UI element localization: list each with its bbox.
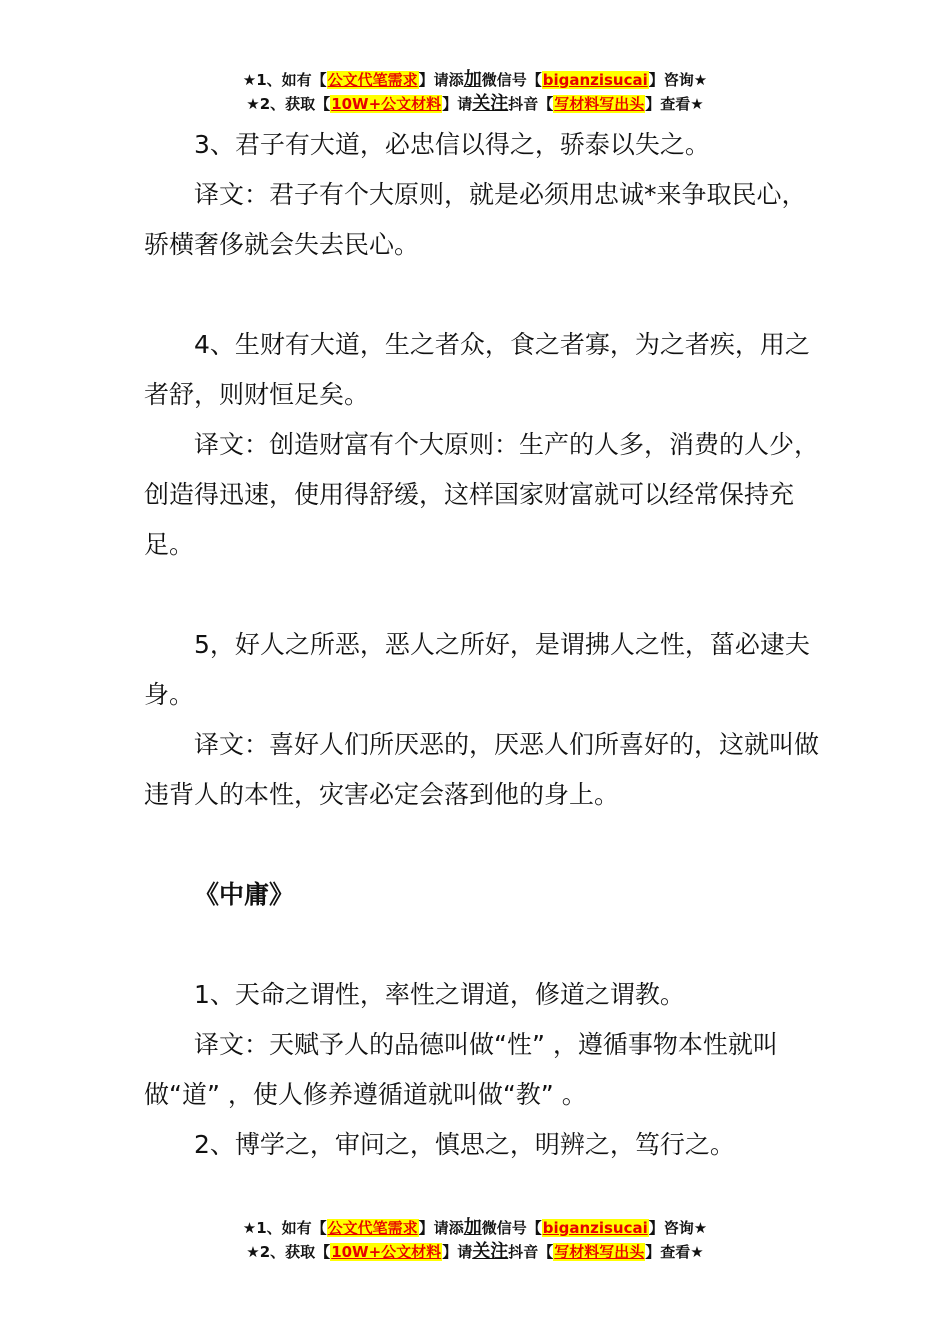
footer-banner	[0, 1216, 950, 1264]
banner-highlight-service: 公文代笔需求	[327, 1219, 418, 1237]
banner-highlight-wechat-id: biganzisucai	[542, 1219, 648, 1237]
banner-emphasis: 关注	[472, 1241, 509, 1262]
paragraph-gap	[144, 270, 824, 320]
banner-emphasis: 加	[463, 69, 482, 90]
banner-text: 抖音【	[508, 95, 554, 113]
document-body	[144, 120, 824, 1170]
banner-text: 微信号【	[481, 1219, 542, 1237]
paragraph-quote-4: 4、生财有大道，生之者众，食之者寡，为之者疾，用之者舒，则财恒足矣。	[144, 330, 810, 409]
paragraph-quote-3: 3、君子有大道，必忠信以得之，骄泰以失之。	[194, 130, 710, 159]
banner-line-1	[0, 1216, 950, 1240]
banner-text: 】咨询★	[648, 1219, 708, 1237]
banner-text: 】请	[442, 1243, 473, 1261]
banner-line-2	[0, 1240, 950, 1264]
banner-highlight-materials: 10W+公文材料	[331, 95, 442, 113]
banner-text: 】请添	[418, 1219, 464, 1237]
banner-line-2	[0, 92, 950, 116]
banner-highlight-douyin: 写材料写出头	[554, 95, 645, 113]
banner-emphasis: 加	[463, 1217, 482, 1238]
paragraph-gap	[144, 920, 824, 970]
banner-text: ★2、获取【	[246, 1243, 331, 1261]
paragraph-translation-4: 译文：创造财富有个大原则：生产的人多，消费的人少，创造得迅速，使用得舒缓，这样国家财富就可以经常保持充足。	[144, 430, 820, 559]
paragraph-translation-5: 译文：喜好人们所厌恶的，厌恶人们所喜好的，这就叫做违背人的本性，灾害必定会落到他的身上。	[144, 730, 820, 809]
banner-text: 】请添	[418, 71, 464, 89]
section-title: 《中庸》	[194, 880, 295, 909]
header-banner	[0, 68, 950, 116]
banner-text: 微信号【	[481, 71, 542, 89]
paragraph-quote-zhongyong-2: 2、博学之，审问之，慎思之，明辨之，笃行之。	[194, 1130, 735, 1159]
banner-line-1	[0, 68, 950, 92]
paragraph-gap	[144, 570, 824, 620]
banner-highlight-wechat-id: biganzisucai	[542, 71, 648, 89]
banner-highlight-materials: 10W+公文材料	[331, 1243, 442, 1261]
paragraph-quote-zhongyong-1: 1、天命之谓性，率性之谓道，修道之谓教。	[194, 980, 685, 1009]
banner-text: 抖音【	[508, 1243, 554, 1261]
banner-text: ★1、如有【	[242, 1219, 327, 1237]
paragraph-translation-3: 译文：君子有个大原则，就是必须用忠诚*来争取民心，骄横奢侈就会失去民心。	[144, 180, 807, 259]
paragraph-gap	[144, 820, 824, 870]
banner-text: 】请	[442, 95, 473, 113]
paragraph-translation-zhongyong-1: 译文：天赋予人的品德叫做“性” ，遵循事物本性就叫做“道” ，使人修养遵循道就叫做“教” 。	[144, 1030, 778, 1109]
banner-text: 】咨询★	[648, 71, 708, 89]
banner-text: 】查看★	[645, 95, 704, 113]
banner-text: ★1、如有【	[242, 71, 327, 89]
paragraph-quote-5: 5，好人之所恶，恶人之所好，是谓拂人之性，菑必逮夫身。	[144, 630, 810, 709]
banner-text: ★2、获取【	[246, 95, 331, 113]
banner-text: 】查看★	[645, 1243, 704, 1261]
banner-highlight-service: 公文代笔需求	[327, 71, 418, 89]
banner-highlight-douyin: 写材料写出头	[554, 1243, 645, 1261]
banner-emphasis: 关注	[472, 93, 509, 114]
